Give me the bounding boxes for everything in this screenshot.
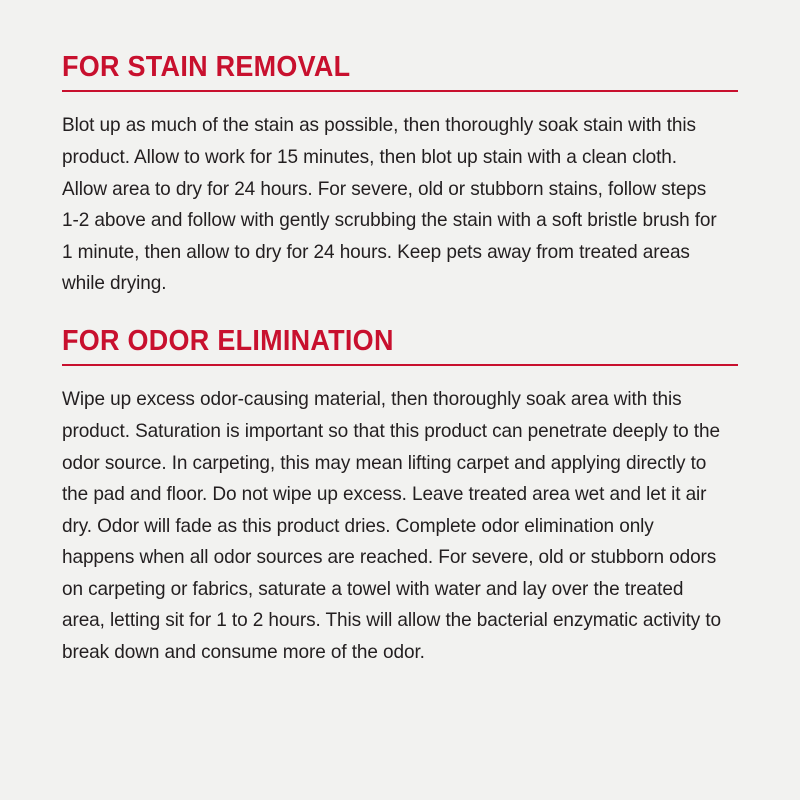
section-title-odor-elimination: FOR ODOR ELIMINATION [62,324,394,357]
section-stain-removal [62,52,738,300]
section-divider-stain-removal [62,90,738,92]
section-body-odor-elimination: Wipe up excess odor-causing material, then thoroughly soak area with this product. Saturation is important so that this product can penetrate deeply to the odor source. In carpeting, this may mean lifting carpet and applying directly to the pad and floor. Do not wipe up excess. Leave treated area wet and let it air dry. Odor will fade as this product dries. Complete odor elimination only happens when all odor sources are reached. For severe, old or stubborn odors on carpeting or fabrics, saturate a towel with water and lay over the treated area, letting sit for 1 to 2 hours. This will allow the bacterial enzymatic activity to break down and consume more of the odor. [62,388,722,663]
section-title-stain-removal: FOR STAIN REMOVAL [62,51,351,83]
section-divider-odor-elimination [62,364,738,366]
section-body-stain-removal: Blot up as much of the stain as possible, then thoroughly soak stain with this product. Allow to work for 15 minutes, then blot up stain with a clean cloth. Allow area to dry for 24 hours. For severe, old or stubborn stains, follow steps 1-2 above and follow with gently scrubbing the stain with a soft bristle brush for 1 minute, then allow to dry for 24 hours. Keep pets away from treated areas while drying. [62,114,717,295]
section-odor-elimination [62,326,738,669]
